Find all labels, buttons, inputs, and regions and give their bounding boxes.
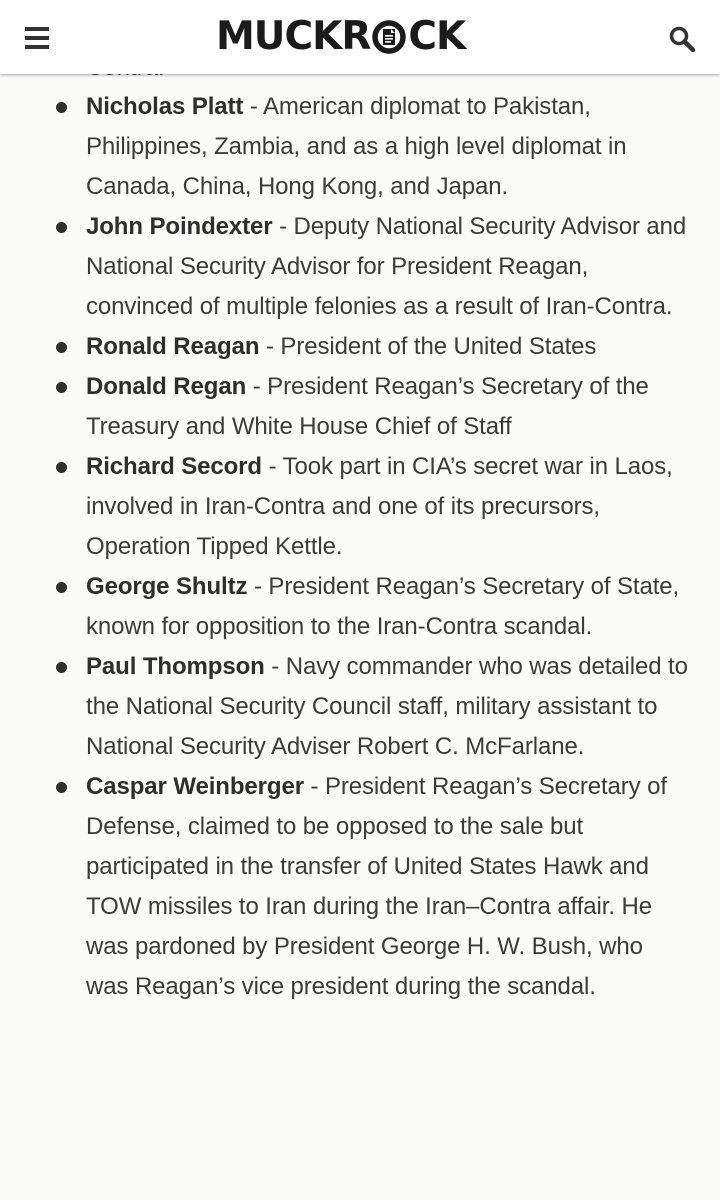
person-description: - Took part in CIA’s secret war in Laos, involved in Iran-Contra and one of its precursors, Operation Tipped Kettle. [86,453,673,560]
logo-text-right: CK [408,14,466,59]
person-name: Caspar Weinberger [86,773,304,800]
person-name: Paul Thompson [86,653,265,680]
hamburger-menu-icon[interactable] [25,27,49,49]
person-description: - President Reagan’s Secretary of the Treasury and White House Chief of Staff [86,373,649,440]
person-description: - American diplomat to Pakistan, Philippines, Zambia, and as a high level diplomat in Canada, China, Hong Kong, and Japan. [86,93,627,200]
bullet-icon [56,222,67,233]
person-description: - President Reagan’s Secretary of Defense, claimed to be opposed to the sale but participated in the transfer of United States Hawk and TOW missiles to Iran during the Iran–Contra affair. He was pardoned by President George H. W. Bush, who was Reagan’s vice president during the scandal. [86,773,667,1000]
bullet-icon [56,342,67,353]
list-item [0,447,720,567]
list-item [0,767,720,1007]
bullet-icon [56,382,67,393]
bullet-icon [56,582,67,593]
list-item [0,367,720,447]
logo-text-left: MUCKR [216,14,371,59]
bullet-icon [56,462,67,473]
bullet-icon [56,662,67,673]
person-name: Nicholas Platt [86,93,244,120]
list-item [0,567,720,647]
person-name: Ronald Reagan [86,333,260,360]
person-description: - President of the United States [259,333,597,360]
list-item [0,87,720,207]
person-description: - Deputy National Security Advisor and National Security Advisor for President Reagan, convinced of multiple felonies as a result of Iran-Contra. [86,213,687,320]
muckrock-logo[interactable] [216,14,465,60]
person-name: John Poindexter [86,213,273,240]
person-name: Donald Regan [86,373,247,400]
person-description: - President Reagan’s Secretary of State, known for opposition to the Iran-Contra scandal. [86,573,680,640]
document-o-icon [372,20,406,54]
search-icon[interactable] [668,25,696,53]
person-description: - Navy commander who was detailed to the National Security Council staff, military assistant to National Security Adviser Robert C. McFarlane. [86,653,688,760]
bullet-icon [56,782,67,793]
list-item [0,327,720,367]
list-item [0,207,720,327]
people-list [0,87,720,1007]
person-name: George Shultz [86,573,248,600]
site-header [0,0,720,74]
person-name: Richard Secord [86,453,262,480]
bullet-icon [56,102,67,113]
list-item [0,647,720,767]
